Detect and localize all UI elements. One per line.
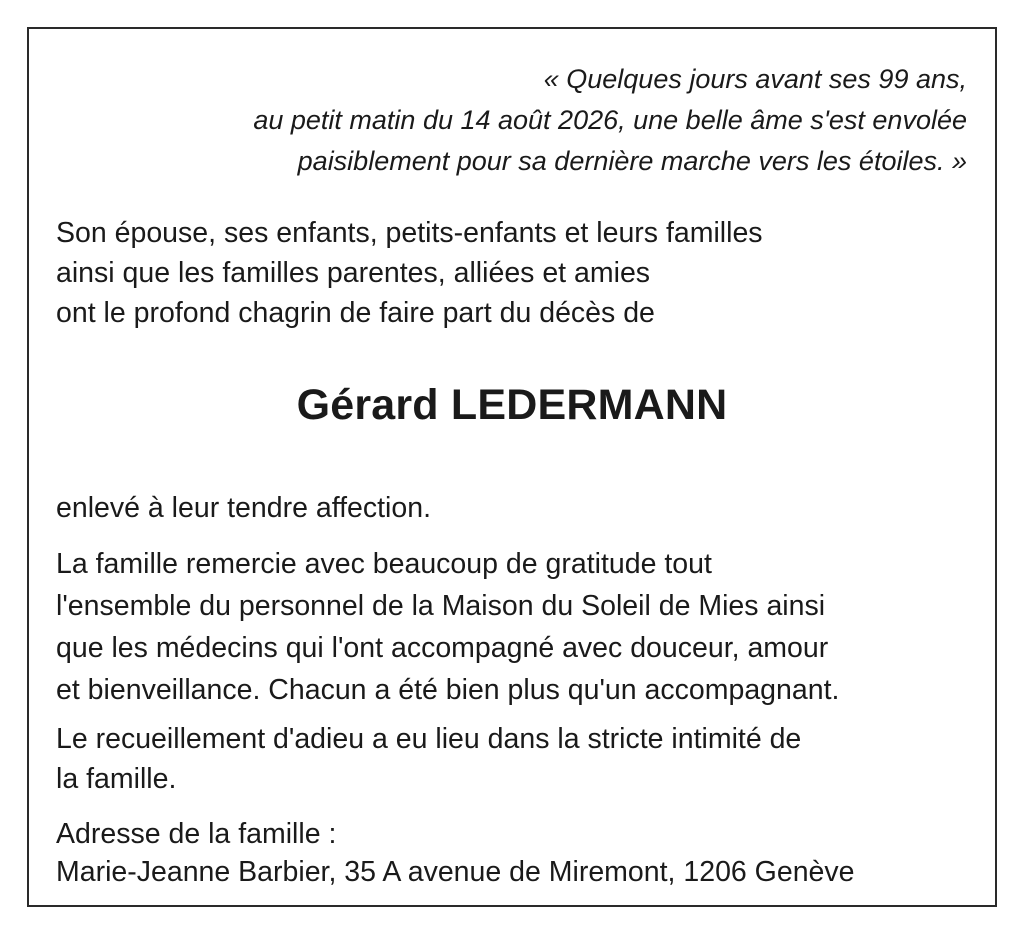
quote-line-3: paisiblement pour sa dernière marche vers les étoiles. » [297, 146, 967, 176]
epigraph-quote [253, 59, 967, 182]
intro-line-2: ainsi que les familles parentes, alliées et amies [56, 257, 651, 289]
ceremony-line-2: la famille. [56, 763, 177, 795]
address-label: Adresse de la famille : [56, 818, 337, 850]
deceased-name: Gérard LEDERMANN [296, 381, 728, 429]
affection-text: enlevé à leur tendre affection. [56, 492, 431, 524]
ceremony-line-1: Le recueillement d'adieu a eu lieu dans la stricte intimité de [56, 723, 802, 755]
thanks-line-2: l'ensemble du personnel de la Maison du Soleil de Mies ainsi [56, 590, 826, 622]
thanks-line-1: La famille remercie avec beaucoup de gratitude tout [56, 548, 712, 580]
ceremony-paragraph [56, 719, 801, 799]
affection-line [56, 488, 431, 528]
thanks-paragraph [56, 543, 839, 711]
thanks-line-3: que les médecins qui l'ont accompagné avec douceur, amour [56, 632, 829, 664]
announcement-intro [56, 213, 763, 333]
address-value: Marie-Jeanne Barbier, 35 A avenue de Miremont, 1206 Genève [56, 856, 855, 888]
thanks-line-4: et bienveillance. Chacun a été bien plus qu'un accompagnant. [56, 674, 840, 706]
death-notice-frame [27, 27, 997, 907]
quote-line-1: « Quelques jours avant ses 99 ans, [543, 64, 967, 94]
intro-line-3: ont le profond chagrin de faire part du décès de [56, 297, 655, 329]
intro-line-1: Son épouse, ses enfants, petits-enfants et leurs familles [56, 217, 763, 249]
quote-line-2: au petit matin du 14 août 2026, une belle âme s'est envolée [253, 105, 967, 135]
family-address [56, 815, 855, 891]
